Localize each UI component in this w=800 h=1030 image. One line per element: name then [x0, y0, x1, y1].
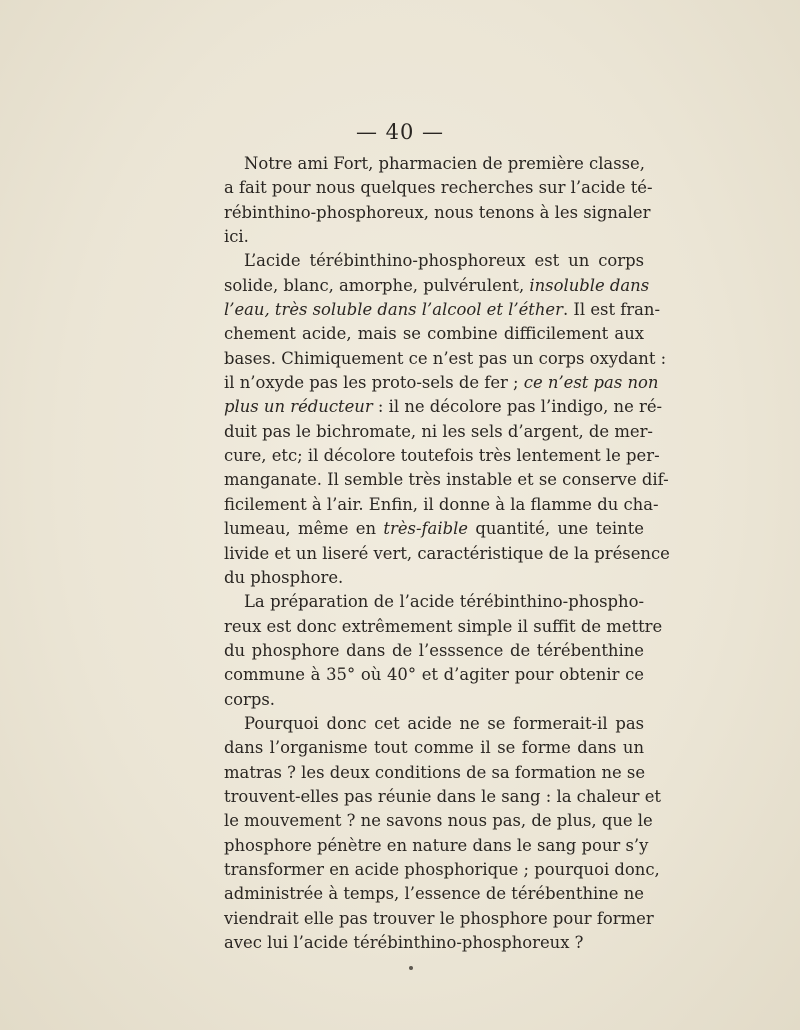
- ink-speck: [409, 966, 413, 970]
- text-line: ici.: [224, 227, 249, 247]
- text-line: rébinthino-phosphoreux, nous tenons à les signaler: [224, 202, 651, 222]
- text-line: viendrait elle pas trouver le phosphore pour former: [224, 908, 654, 928]
- text-line: livide et un liseré vert, caractéristique de la présence: [224, 543, 670, 563]
- text-line: transformer en acide phosphorique ; pourquoi donc,: [224, 859, 660, 879]
- body-text: [224, 152, 670, 955]
- text-line: a fait pour nous quelques recherches sur l’acide té-: [224, 178, 653, 198]
- text-line: ficilement à l’air. Enfin, il donne à la flamme du cha-: [224, 494, 659, 514]
- paragraph-3: [224, 590, 663, 712]
- text-line: il n’oxyde pas les proto-sels de fer ; ce n’est pas non: [224, 373, 659, 393]
- text-line: La préparation de l’acide térébinthino-phospho-: [244, 592, 644, 612]
- text-line: solide, blanc, amorphe, pulvérulent, insoluble dans: [224, 275, 650, 295]
- text-line: du phosphore.: [224, 567, 344, 587]
- text-line: matras ? les deux conditions de sa formation ne se: [224, 762, 646, 782]
- text-line: dans l’organisme tout comme il se forme dans un: [224, 738, 644, 758]
- text-line: chement acide, mais se combine difficilement aux: [224, 324, 644, 344]
- text-line: le mouvement ? ne savons nous pas, de plus, que le: [224, 811, 653, 831]
- text-line: duit pas le bichromate, ni les sels d’argent, de mer-: [224, 421, 653, 441]
- text-line: reux est donc extrêmement simple il suffit de mettre: [224, 616, 663, 636]
- text-line: trouvent-elles pas réunie dans le sang : la chaleur et: [224, 786, 662, 806]
- text-line: corps.: [224, 689, 275, 709]
- page-number: — 40 —: [355, 120, 445, 144]
- text-line: plus un réducteur : il ne décolore pas l’indigo, ne ré-: [224, 397, 663, 417]
- text-line: administrée à temps, l’essence de térébenthine ne: [224, 884, 644, 904]
- text-line: manganate. Il semble très instable et se conserve dif-: [224, 470, 669, 490]
- text-line: avec lui l’acide térébinthino-phosphoreux ?: [224, 933, 584, 952]
- paragraph-1: [224, 152, 653, 249]
- text-line: Pourquoi donc cet acide ne se formerait-il pas: [244, 713, 644, 733]
- text-line: lumeau, même en très-faible quantité, une teinte: [224, 519, 644, 539]
- paragraph-2: [224, 249, 670, 590]
- text-line: cure, etc; il décolore toutefois très lentement le per-: [224, 446, 660, 466]
- text-line: l’eau, très soluble dans l’alcool et l’éther. Il est fran-: [224, 300, 661, 320]
- text-line: bases. Chimiquement ce n’est pas un corps oxydant :: [224, 348, 667, 368]
- text-line: Notre ami Fort, pharmacien de première classe,: [244, 154, 645, 173]
- paragraph-4: [224, 712, 662, 955]
- text-line: L’acide térébinthino-phosphoreux est un corps: [244, 251, 644, 271]
- text-line: du phosphore dans de l’esssence de térébenthine: [224, 640, 644, 660]
- text-line: commune à 35° où 40° et d’agiter pour obtenir ce: [224, 665, 644, 685]
- text-line: phosphore pénètre en nature dans le sang pour s’y: [224, 835, 649, 855]
